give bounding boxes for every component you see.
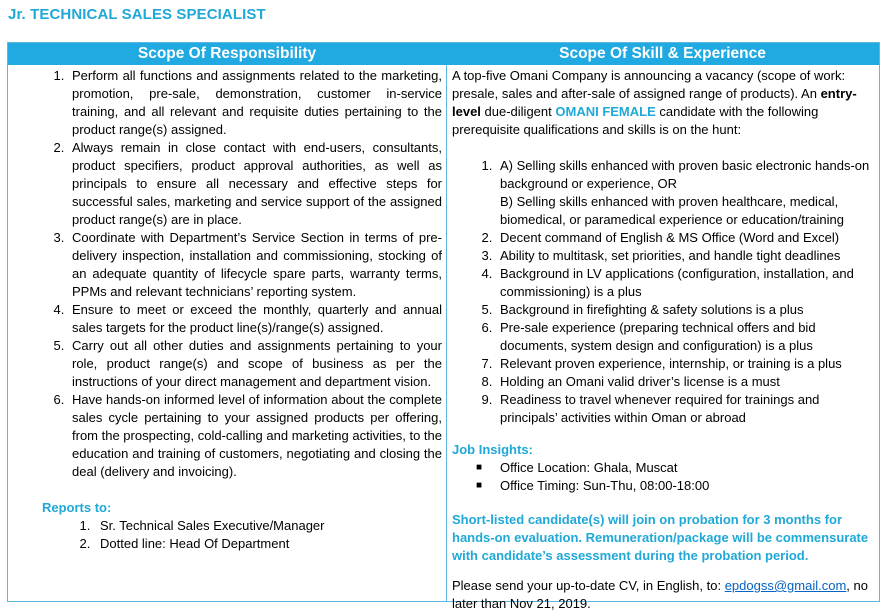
- skill-option-b: B) Selling skills enhanced with proven healthcare, medical, biomedical, or paramedical experience or education/training: [500, 194, 844, 227]
- intro-text: due-diligent: [480, 104, 556, 119]
- job-table: [7, 42, 880, 611]
- list-item: [496, 157, 875, 229]
- list-item: 2. Always remain in close contact with end-users, consultants, product specifiers, product approval authorities, as well as principals to ensure all necessary and effective steps for successful sales, marketing and service support of the assigned product range(s) are in place.: [68, 139, 442, 229]
- insight-text: Office Location: Ghala, Muscat: [500, 460, 678, 475]
- job-insights-label: Job Insights:: [452, 442, 533, 457]
- responsibility-body: [8, 65, 446, 553]
- document-title: Jr. TECHNICAL SALES SPECIALIST: [8, 6, 266, 23]
- list-item: 3. Coordinate with Department’s Service Section in terms of pre-delivery inspection, installation and commissioning, stocking of an adequate quantity of lifecycle spare parts, warranty terms, PPMs and relevant technicians’ reporting system.: [68, 229, 442, 301]
- intro-omani-female: OMANI FEMALE: [555, 104, 656, 119]
- list-item: 2. Decent command of English & MS Office (Word and Excel): [496, 229, 875, 247]
- skill-option-a: 1. A) Selling skills enhanced with proven basic electronic hands-on background or experience, OR: [500, 158, 870, 191]
- vacancy-intro: [450, 67, 875, 139]
- skills-list: [450, 157, 875, 427]
- skills-column: [446, 43, 879, 611]
- responsibility-heading: Scope Of Responsibility: [8, 43, 446, 65]
- insight-text: Office Timing: Sun-Thu, 08:00-18:00: [500, 478, 710, 493]
- job-insights-list: [450, 459, 875, 495]
- reports-list: [12, 517, 442, 553]
- reports-to-label: Reports to:: [42, 500, 112, 515]
- list-item: 1. Sr. Technical Sales Executive/Manager: [94, 517, 442, 535]
- list-item: [476, 477, 875, 495]
- probation-notice: Short-listed candidate(s) will join on probation for 3 months for hands-on evaluation. Remuneration/package will be commensurate with candidate’s assessment during the probation period.: [452, 512, 869, 563]
- skills-heading: Scope Of Skill & Experience: [446, 43, 879, 65]
- responsibility-list: [12, 67, 442, 481]
- list-item: 6. Have hands-on informed level of information about the complete sales cycle pertaining to your assigned products per offering, from the prospecting, cold-calling and marketing activities, to the education and training of customers, negotiating and closing the deal (delivery and invoicing).: [68, 391, 442, 481]
- list-item: 5. Background in firefighting & safety solutions is a plus: [496, 301, 875, 319]
- square-bullet-icon: ■: [476, 480, 483, 491]
- list-item: 3. Ability to multitask, set priorities, and handle tight deadlines: [496, 247, 875, 265]
- intro-text: candidate with the following prerequisite qualifications and skills is on the hunt:: [452, 104, 819, 137]
- list-item: 5. Carry out all other duties and assignments pertaining to your role, product range(s) and scope of business as per the instructions of your direct management and department vision.: [68, 337, 442, 391]
- send-text: , no later than Nov 21, 2019.: [452, 578, 868, 611]
- list-item: 1. Perform all functions and assignments related to the marketing, promotion, pre-sale, demonstration, customer in-service training, and all relevant and requisite duties pertaining to the product range(s) assigned.: [68, 67, 442, 139]
- list-item: 4. Background in LV applications (configuration, installation, and commissioning) is a plus: [496, 265, 875, 301]
- intro-text: A top-five Omani Company is announcing a vacancy (scope of work: presale, sales and after-sale of assigned range of products). An: [452, 68, 846, 101]
- list-item: 6. Pre-sale experience (preparing technical offers and bid documents, system design and configuration) is a plus: [496, 319, 875, 355]
- list-item: 9. Readiness to travel whenever required for trainings and principals’ activities within Oman or abroad: [496, 391, 875, 427]
- square-bullet-icon: ■: [476, 462, 483, 473]
- list-item: 4. Ensure to meet or exceed the monthly, quarterly and annual sales targets for the product line(s)/range(s) assigned.: [68, 301, 442, 337]
- responsibility-column: [8, 43, 447, 601]
- list-item: 8. Holding an Omani valid driver’s license is a must: [496, 373, 875, 391]
- email-link[interactable]: epdogss@gmail.com: [724, 578, 847, 593]
- list-item: 7. Relevant proven experience, internship, or training is a plus: [496, 355, 875, 373]
- skills-body: [446, 65, 879, 613]
- list-item: 2. Dotted line: Head Of Department: [94, 535, 442, 553]
- intro-entry-level: entry-level: [452, 86, 857, 119]
- send-text: Please send your up-to-date CV, in English, to:: [452, 578, 725, 593]
- list-item: [476, 459, 875, 477]
- application-instructions: [450, 577, 875, 613]
